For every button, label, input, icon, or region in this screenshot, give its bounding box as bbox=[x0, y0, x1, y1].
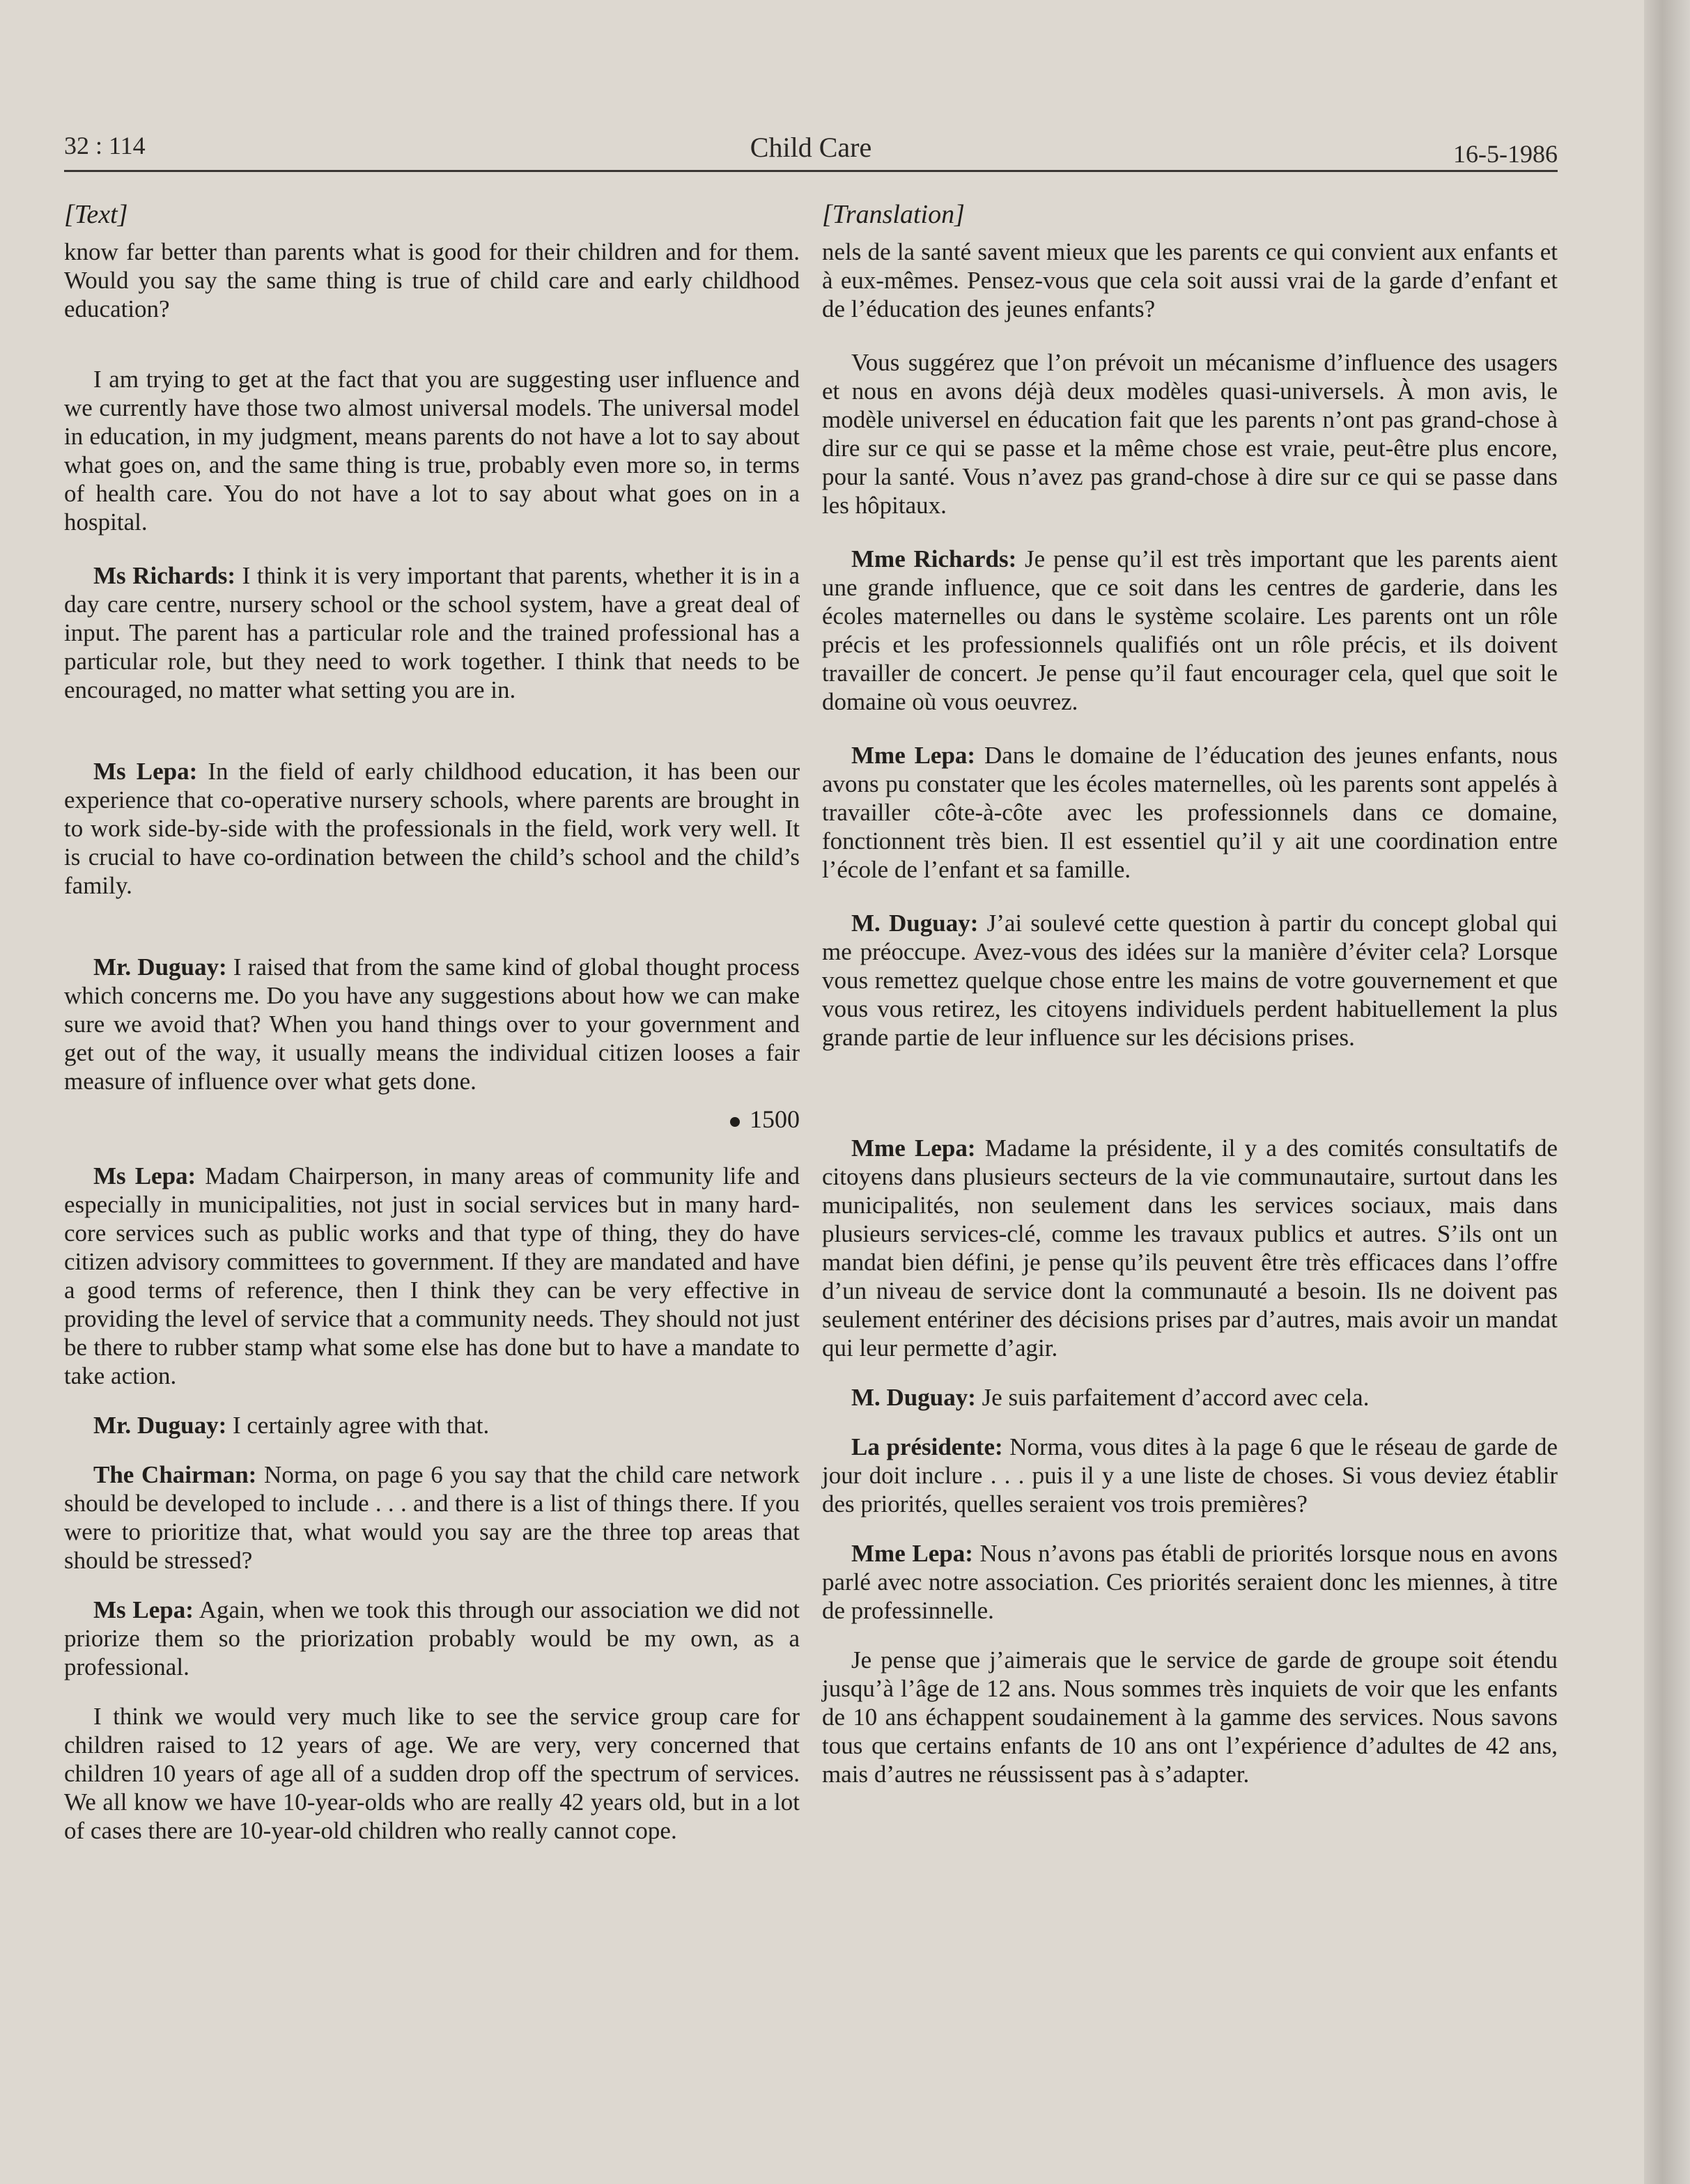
english-column bbox=[64, 201, 800, 1864]
speaker-name: Mme Lepa: bbox=[851, 1134, 976, 1162]
header-date: 16-5-1986 bbox=[1453, 140, 1558, 168]
speaker-name: M. Duguay: bbox=[851, 1384, 976, 1411]
speaker-name: Mme Richards: bbox=[851, 545, 1017, 572]
time-marker bbox=[64, 1105, 800, 1134]
speaker-name: Mme Lepa: bbox=[851, 742, 976, 769]
paragraph bbox=[64, 1162, 800, 1390]
speaker-name: Mr. Duguay: bbox=[93, 1412, 227, 1439]
speech-text: Again, when we took this through our association we did not priorize them so the priorization probably would be my own, as a professional. bbox=[64, 1596, 800, 1680]
paragraph bbox=[64, 561, 800, 704]
page-header bbox=[64, 125, 1558, 167]
page-edge bbox=[1644, 0, 1690, 2184]
speech-text: Dans le domaine de l’éducation des jeunes enfants, nous avons pu constater que les écoles maternelles, où les parents sont appelés à travailler côte-à-côte avec les professionnels dans ce domaine, fonctionnent très bien. Il est essentiel qu’il y ait une coordination entre l’école de l’enfant et sa famille. bbox=[822, 742, 1558, 883]
paragraph bbox=[822, 1539, 1558, 1625]
paragraph bbox=[64, 757, 800, 900]
running-title: Child Care bbox=[750, 132, 872, 163]
speaker-name: Ms Lepa: bbox=[93, 1162, 196, 1190]
paragraph bbox=[822, 545, 1558, 716]
speaker-name: Ms Lepa: bbox=[93, 1596, 194, 1623]
paragraph: nels de la santé savent mieux que les parents ce qui convient aux enfants et à eux-mêmes. Pensez-vous que cela soit aussi vrai de la garde d’enfant et de l’éducation des jeunes enfants? bbox=[822, 238, 1558, 322]
paragraph bbox=[822, 1383, 1558, 1412]
paragraph: I am trying to get at the fact that you are suggesting user influence and we currently have those two almost universal models. The universal model in education, in my judgment, means parents do not have a lot to say about what goes on, and the same thing is true, probably even more so, in terms of health care. You do not have a lot to say about what goes on in a hospital. bbox=[64, 366, 800, 536]
text-label: [Text] bbox=[64, 200, 128, 229]
speaker-name: The Chairman: bbox=[93, 1461, 257, 1488]
speaker-name: Mr. Duguay: bbox=[93, 953, 227, 981]
paragraph bbox=[822, 741, 1558, 884]
speaker-name: La présidente: bbox=[851, 1433, 1003, 1460]
paragraph bbox=[64, 1460, 800, 1575]
bullet-icon bbox=[730, 1117, 740, 1127]
speech-text: I think it is very important that parents, whether it is in a day care centre, nursery school or the school system, have a great deal of input. The parent has a particular role and the trained professional has a particular role, but they need to work together. I think that needs to be encouraged, no matter what setting you are in. bbox=[64, 562, 800, 703]
paragraph: know far better than parents what is good for their children and for them. Would you say the same thing is true of child care and early childhood education? bbox=[64, 238, 800, 322]
paragraph: Je pense que j’aimerais que le service de garde de groupe soit étendu jusqu’à l’âge de 12 ans. Nous sommes très inquiets de voir que les enfants de 10 ans échappent soudainement à la gamme des services. Nous savons tous que certains enfants de 10 ans ont l’expérience d’adultes de 42 ans, mais d’autres ne réussissent pas à s’adapter. bbox=[822, 1646, 1558, 1788]
speech-text: I certainly agree with that. bbox=[226, 1412, 490, 1439]
paragraph bbox=[64, 1411, 800, 1440]
paragraph bbox=[64, 953, 800, 1095]
speaker-name: Ms Lepa: bbox=[93, 758, 198, 785]
paragraph: I think we would very much like to see the service group care for children raised to 12 years of age. We are very, very concerned that children 10 years of age all of a sudden drop off the spectrum of services. We all know we have 10-year-olds who are really 42 years old, but in a lot of cases there are 10-year-old children who really cannot cope. bbox=[64, 1703, 800, 1844]
speech-text: In the field of early childhood education, it has been our experience that co-operative nursery schools, where parents are brought in to work side-by-side with the professionals in the field, work very well. It is crucial to have co-ordination between the child’s school and the child’s family. bbox=[64, 758, 800, 899]
paragraph bbox=[822, 1134, 1558, 1362]
paragraph bbox=[822, 1433, 1558, 1518]
header-rule bbox=[64, 170, 1558, 172]
french-column bbox=[822, 201, 1558, 1808]
speaker-name: Mme Lepa: bbox=[851, 1540, 973, 1567]
speech-text: J’ai soulevé cette question à partir du concept global qui me préoccupe. Avez-vous des idées sur la manière d’éviter cela? Lorsque vous remettez quelque chose entre les mains de votre gouvernement et que vous vous retirez, les citoyens individuels perdent habituellement la plus grande partie de leur influence sur les décisions prises. bbox=[822, 910, 1558, 1051]
speech-text: Norma, vous dites à la page 6 que le réseau de garde de jour doit inclure . . . puis il y a une liste de choses. Si vous deviez établir des priorités, quelles seraient vos trois premières? bbox=[822, 1433, 1558, 1518]
page-number: 32 : 114 bbox=[64, 132, 146, 159]
speech-text: Norma, on page 6 you say that the child care network should be developed to include . . . and there is a list of things there. If you were to prioritize that, what would you say are the three top areas that should be stressed? bbox=[64, 1461, 800, 1574]
speaker-name: M. Duguay: bbox=[851, 910, 979, 937]
speaker-name: Ms Richards: bbox=[93, 562, 236, 589]
speech-text: Madam Chairperson, in many areas of community life and especially in municipalities, not just in social services but in many hard-core services such as public works and that type of thing, they do have citizen advisory committees to government. If they are mandated and have a good terms of reference, then I think they can be very effective in providing the level of service that a community needs. They should not just be there to rubber stamp what some else has done but to have a mandate to take action. bbox=[64, 1162, 800, 1389]
speech-text: Je pense qu’il est très important que les parents aient une grande influence, que ce soit dans les centres de garderie, dans les écoles maternelles ou dans le système scolaire. Les parents ont un rôle précis et les professionnels qualifiés ont un rôle précis, et ils doivent travailler de concert. Je pense qu’il faut encourager cela, quel que soit le domaine où vous oeuvrez. bbox=[822, 545, 1558, 715]
speech-text: Je suis parfaitement d’accord avec cela. bbox=[975, 1384, 1370, 1411]
speech-text: I raised that from the same kind of global thought process which concerns me. Do you have any suggestions about how we can make sure we avoid that? When you hand things over to your government and get out of the way, it usually means the individual citizen looses a fair measure of influence over what gets done. bbox=[64, 953, 800, 1095]
translation-label: [Translation] bbox=[822, 200, 965, 229]
paragraph bbox=[64, 1596, 800, 1681]
time-marker-text: 1500 bbox=[750, 1105, 800, 1133]
paragraph bbox=[822, 909, 1558, 1052]
paragraph: Vous suggérez que l’on prévoit un mécanisme d’influence des usagers et nous en avons déjà deux modèles quasi-universels. À mon avis, le modèle universel en éducation fait que les parents n’ont pas grand-chose à dire sur ce qui se passe et la même chose est vraie, peut-être plus encore, pour la santé. Vous n’avez pas grand-chose à dire sur ce qui se passe dans les hôpitaux. bbox=[822, 349, 1558, 519]
speech-text: Nous n’avons pas établi de priorités lorsque nous en avons parlé avec notre association. Ces priorités seraient donc les miennes, à titre de professinnelle. bbox=[822, 1540, 1558, 1624]
speech-text: Madame la présidente, il y a des comités consultatifs de citoyens dans plusieurs secteurs de la vie communautaire, surtout dans les municipalités, non seulement dans les services sociaux, mais dans plusieurs services-clé, comme les travaux publics et autres. S’ils ont un mandat bien défini, je pense qu’ils peuvent être très efficaces dans l’offre d’un niveau de service dont la communauté a besoin. Ils ne doivent pas seulement entériner des décisions prises par d’autres, mais avoir un mandat qui leur permette d’agir. bbox=[822, 1134, 1558, 1362]
